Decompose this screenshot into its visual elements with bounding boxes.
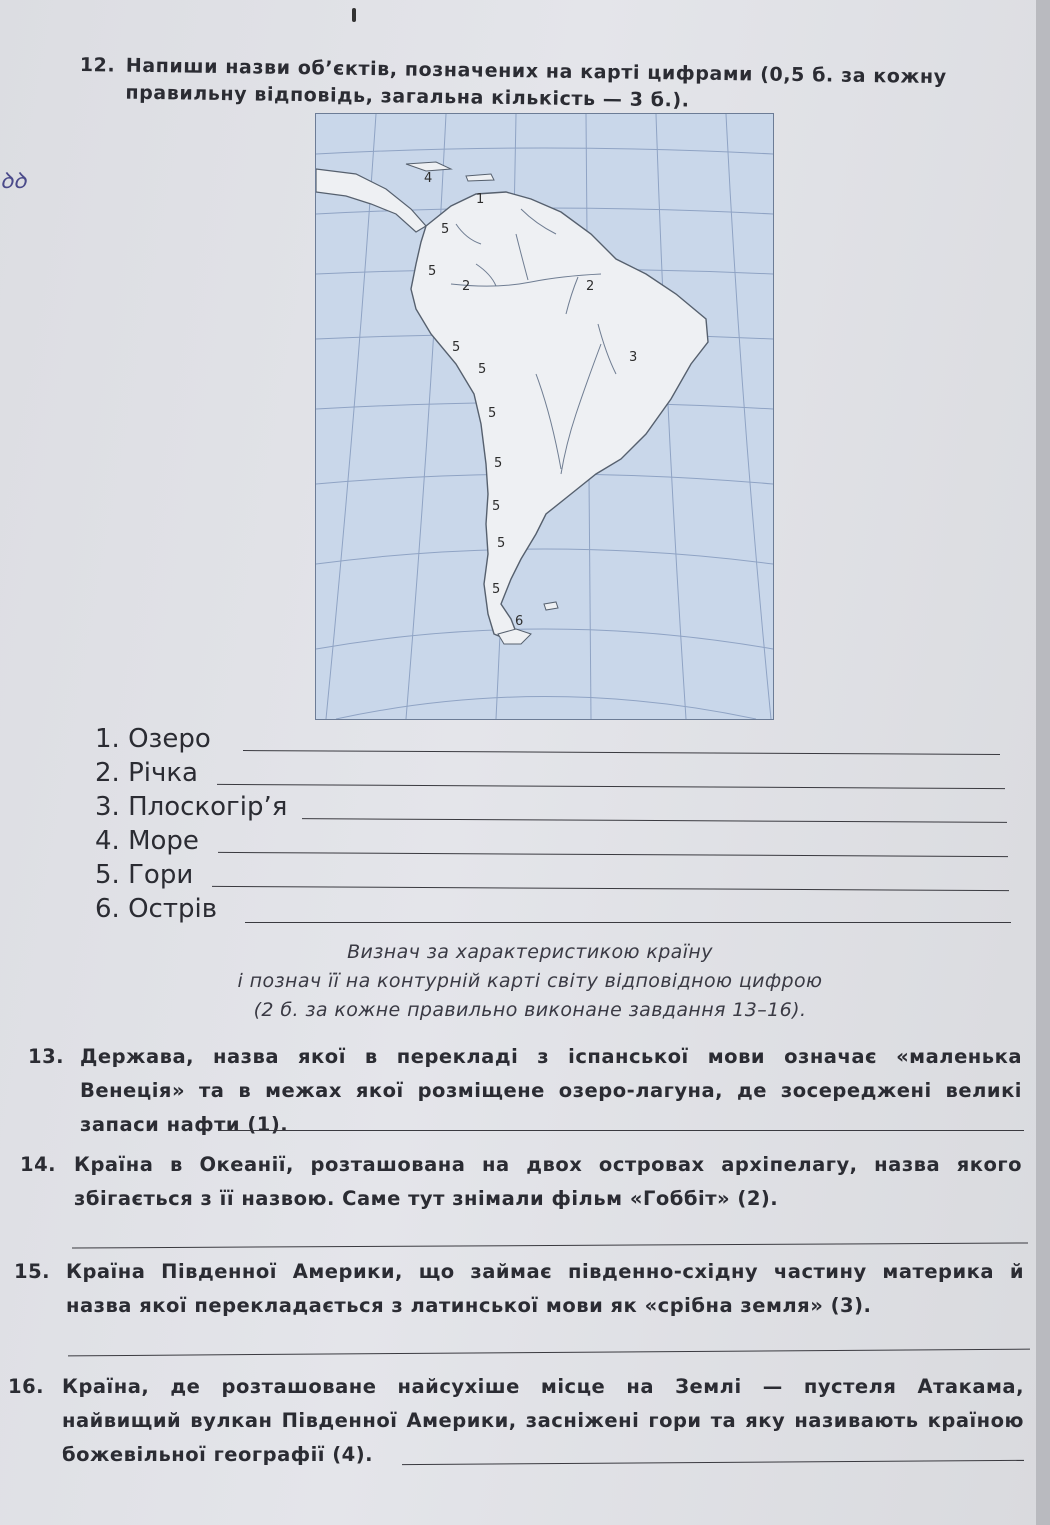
map-label-5a: 5 — [441, 222, 450, 237]
question-14 — [20, 1148, 1030, 1220]
answer-row-6 — [95, 892, 217, 926]
section-line-2: і познач її на контурній карті світу відповідною цифрою — [237, 970, 823, 992]
question-15-answer-line[interactable] — [68, 1349, 1030, 1357]
answer-line-sea[interactable] — [218, 852, 1008, 857]
question-13-text: Держава, назва якої в перекладі з іспанської мови означає «маленька Венеція» та в межах якої розміщене озеро-лагуна, де зосереджені великі запаси нафти (1). — [80, 1045, 1022, 1136]
handwritten-margin-mark: ꝺꝺ — [0, 169, 27, 194]
map-label-5b: 5 — [428, 264, 437, 279]
map-label-5c: 5 — [452, 340, 461, 355]
south-america-land — [411, 192, 708, 639]
map-label-6: 6 — [515, 614, 524, 629]
question-12-text: Напиши назви об’єктів, позначених на карті цифрами (0,5 б. за кожну правильну відповідь, загальна кількість — 3 б.). — [125, 54, 947, 112]
answer-label-river: 2. Річка — [95, 758, 198, 788]
falkland-islands — [544, 602, 558, 610]
answer-row-4 — [95, 824, 199, 858]
question-12 — [79, 52, 980, 112]
answer-label-plateau: 3. Плоскогір’я — [95, 792, 288, 822]
map-label-3: 3 — [629, 350, 638, 365]
answer-label-sea: 4. Море — [95, 826, 199, 856]
central-america-land — [316, 169, 426, 232]
map-label-5d: 5 — [478, 362, 487, 377]
question-16-number: 16. — [8, 1375, 45, 1398]
map-label-5e: 5 — [488, 406, 497, 421]
answer-row-3 — [95, 790, 287, 824]
map-label-1: 1 — [476, 192, 485, 207]
question-14-text: Країна в Океанії, розташована на двох островах архіпелагу, назва якого збігається з її назвою. Саме тут знімали фільм «Гоббіт» (2). — [74, 1153, 1022, 1210]
question-13-answer-line[interactable] — [218, 1130, 1024, 1131]
answer-line-plateau[interactable] — [302, 818, 1007, 823]
question-15 — [14, 1255, 1030, 1327]
map-label-2b: 2 — [586, 279, 595, 294]
question-14-number: 14. — [20, 1153, 57, 1176]
answer-row-1 — [95, 722, 211, 756]
answer-line-lake[interactable] — [243, 750, 1000, 755]
question-14-answer-line[interactable] — [72, 1242, 1028, 1248]
answer-line-mountains[interactable] — [212, 886, 1009, 891]
answer-label-island: 6. Острів — [95, 894, 218, 924]
section-line-3: (2 б. за кожне правильно виконане завдання 13–16). — [253, 999, 807, 1021]
map-label-5i: 5 — [492, 582, 501, 597]
section-line-1: Визнач за характеристикою країну — [347, 941, 713, 963]
map-graphic — [316, 114, 773, 719]
answer-label-mountains: 5. Гори — [95, 860, 194, 890]
question-15-number: 15. — [14, 1260, 51, 1283]
caribbean-islands — [406, 162, 494, 181]
answer-row-2 — [95, 756, 198, 790]
answer-line-island[interactable] — [245, 922, 1011, 923]
map-label-5g: 5 — [492, 499, 501, 514]
answer-label-lake: 1. Озеро — [95, 724, 211, 754]
map-label-5f: 5 — [494, 456, 503, 471]
map-label-5h: 5 — [497, 536, 506, 551]
section-instructions — [150, 938, 910, 1025]
answer-row-5 — [95, 858, 193, 892]
map-label-4: 4 — [424, 171, 433, 186]
answer-line-river[interactable] — [217, 784, 1005, 789]
map-label-2a: 2 — [462, 279, 471, 294]
page-edge — [1036, 0, 1050, 1525]
question-15-text: Країна Південної Америки, що займає південно-східну частину материка й назва якої перекладається з латинської мови як «срібна земля» (3). — [66, 1260, 1024, 1317]
pen-mark — [352, 8, 356, 22]
question-16-text: Країна, де розташоване найсухіше місце на Землі — пустеля Атакама, найвищий вулкан Південної Америки, засніжені гори та яку називають країною божевільної географії (4). — [62, 1375, 1024, 1466]
question-12-number: 12. — [79, 53, 116, 77]
south-america-contour-map — [315, 113, 774, 720]
question-13-number: 13. — [28, 1045, 65, 1068]
